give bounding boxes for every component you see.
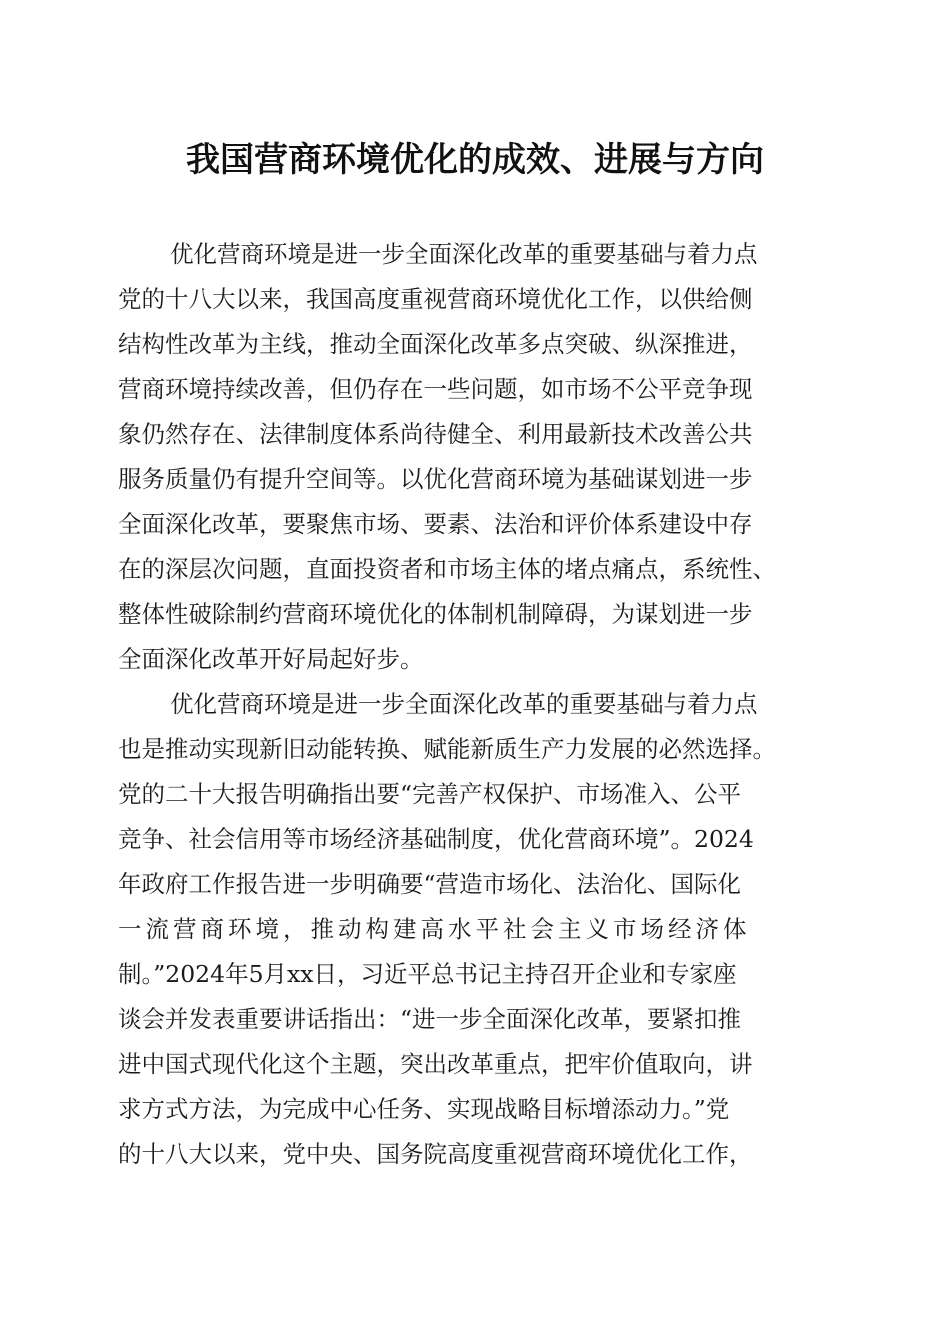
paragraph-line: 年政府工作报告进一步明确要“营造市场化、法治化、国际化 xyxy=(118,870,742,898)
paragraph-line: 营商环境持续改善，但仍存在一些问题，如市场不公平竞争现 xyxy=(118,375,753,403)
paragraph-line: 一流营商环境，推动构建高水平社会主义市场经济体 xyxy=(118,915,751,943)
paragraph-line: 整体性破除制约营商环境优化的体制机制障碍，为谋划进一步 xyxy=(118,600,753,628)
paragraph-line: 服务质量仍有提升空间等。以优化营商环境为基础谋划进一步 xyxy=(118,465,753,493)
paragraph-line: 党的二十大报告明确指出要“完善产权保护、市场准入、公平 xyxy=(118,780,742,808)
paragraph-line: 优化营商环境是进一步全面深化改革的重要基础与着力点 xyxy=(170,690,758,718)
paragraph-line: 全面深化改革，要聚焦市场、要素、法治和评价体系建设中存 xyxy=(118,510,753,538)
paragraph-line: 制。”2024年5月xx日，习近平总书记主持召开企业和专家座 xyxy=(118,960,737,988)
paragraph-line: 的十八大以来，党中央、国务院高度重视营商环境优化工作， xyxy=(118,1140,753,1168)
document-title: 我国营商环境优化的成效、进展与方向 xyxy=(186,140,764,180)
paragraph-line: 竞争、社会信用等市场经济基础制度，优化营商环境”。2024 xyxy=(118,825,754,853)
paragraph-line: 谈会并发表重要讲话指出：“进一步全面深化改革，要紧扣推 xyxy=(118,1005,742,1033)
paragraph-line: 党的十八大以来，我国高度重视营商环境优化工作，以供给侧 xyxy=(118,285,753,313)
paragraph-line: 在的深层次问题，直面投资者和市场主体的堵点痛点，系统性、 xyxy=(118,555,776,583)
paragraph-line: 进中国式现代化这个主题，突出改革重点，把牢价值取向，讲 xyxy=(118,1050,753,1078)
paragraph-line: 象仍然存在、法律制度体系尚待健全、利用最新技术改善公共 xyxy=(118,420,753,448)
paragraph-line: 全面深化改革开好局起好步。 xyxy=(118,645,424,673)
paragraph-line: 求方式方法，为完成中心任务、实现战略目标增添动力。”党 xyxy=(118,1095,730,1123)
paragraph-line: 优化营商环境是进一步全面深化改革的重要基础与着力点 xyxy=(170,240,758,268)
paragraph-line: 结构性改革为主线，推动全面深化改革多点突破、纵深推进， xyxy=(118,330,753,358)
paragraph-line: 也是推动实现新旧动能转换、赋能新质生产力发展的必然选择。 xyxy=(118,735,776,763)
